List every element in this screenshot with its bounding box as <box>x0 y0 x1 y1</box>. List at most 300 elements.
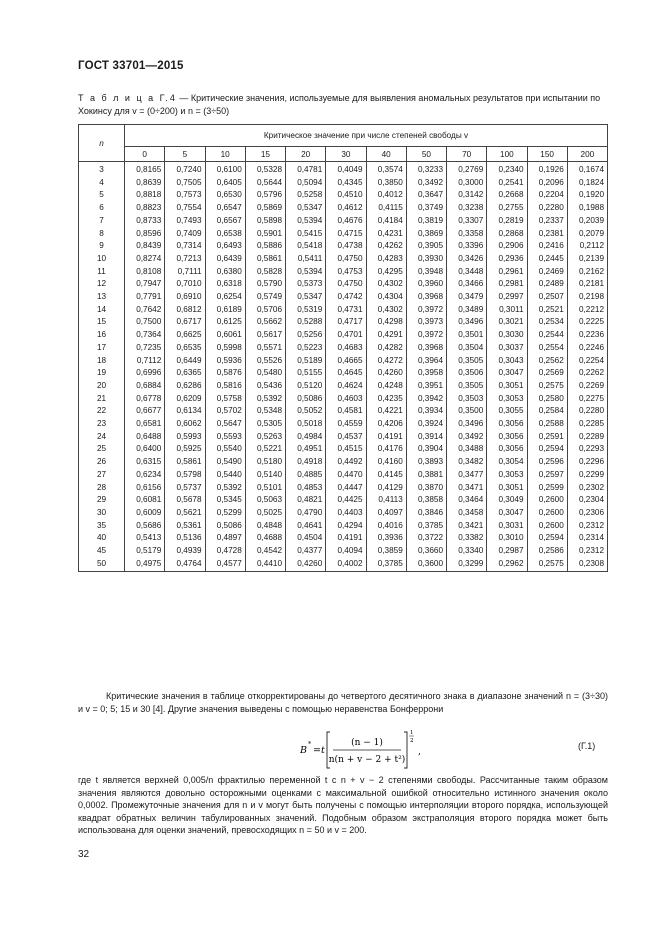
table-cell: 0,5686 <box>125 520 165 533</box>
table-cell: 0,5288 <box>286 316 326 329</box>
v-column-header: 15 <box>245 147 285 162</box>
table-cell: 0,2302 <box>567 482 607 495</box>
table-row <box>79 215 608 228</box>
table-row <box>79 380 608 393</box>
table-cell: 0,4447 <box>326 482 366 495</box>
table-cell: 0,7493 <box>165 215 205 228</box>
table-cell: 0,5901 <box>245 228 285 241</box>
table-cell: 0,4425 <box>326 494 366 507</box>
paragraph-bonferroni: Критические значения в таблице откорректированы до четвертого десятичного знака в диапазоне значений n = (3÷30) и v = 0; 5; 15 и 30 [4]. Другие значения выведены с помощью неравенства Бонферрони <box>78 691 608 714</box>
table-cell: 0,2936 <box>487 253 527 266</box>
table-cell: 0,5869 <box>245 202 285 215</box>
v-column-header: 100 <box>487 147 527 162</box>
table-row <box>79 456 608 469</box>
table-row <box>79 367 608 380</box>
table-cell: 0,3501 <box>447 329 487 342</box>
table-cell: 0,5418 <box>286 240 326 253</box>
table-row <box>79 393 608 406</box>
table-cell: 0,4750 <box>326 253 366 266</box>
table-cell: 0,3905 <box>406 240 446 253</box>
table-cell: 0,2961 <box>487 266 527 279</box>
table-cell: 0,4184 <box>366 215 406 228</box>
table-cell: 0,5392 <box>245 393 285 406</box>
row-n-value: 6 <box>79 202 125 215</box>
table-cell: 0,3051 <box>487 380 527 393</box>
table-cell: 0,6567 <box>205 215 245 228</box>
table-cell: 0,3340 <box>447 545 487 558</box>
row-n-value: 24 <box>79 431 125 444</box>
table-cell: 0,4295 <box>366 266 406 279</box>
table-cell: 0,8108 <box>125 266 165 279</box>
table-cell: 0,3869 <box>406 228 446 241</box>
table-cell: 0,4645 <box>326 367 366 380</box>
table-cell: 0,5798 <box>165 469 205 482</box>
table-cell: 0,2340 <box>487 162 527 177</box>
table-row <box>79 469 608 482</box>
table-cell: 0,6134 <box>165 405 205 418</box>
table-cell: 0,5180 <box>245 456 285 469</box>
table-cell: 0,3968 <box>406 291 446 304</box>
formula-numerator: (n − 1) <box>351 738 383 748</box>
table-cell: 0,4559 <box>326 418 366 431</box>
table-cell: 0,3049 <box>487 494 527 507</box>
row-n-value: 20 <box>79 380 125 393</box>
table-cell: 0,3505 <box>447 355 487 368</box>
row-n-value: 15 <box>79 316 125 329</box>
table-cell: 0,4701 <box>326 329 366 342</box>
table-cell: 0,4542 <box>245 545 285 558</box>
table-cell: 0,5328 <box>245 162 285 177</box>
table-cell: 0,4291 <box>366 329 406 342</box>
table-cell: 0,2096 <box>527 177 567 190</box>
table-cell: 0,5861 <box>165 456 205 469</box>
table-cell: 0,4191 <box>326 532 366 545</box>
table-cell: 0,4403 <box>326 507 366 520</box>
table-cell: 0,2668 <box>487 189 527 202</box>
table-cell: 0,8639 <box>125 177 165 190</box>
table-cell: 0,3382 <box>447 532 487 545</box>
table-cell: 0,5593 <box>205 431 245 444</box>
table-cell: 0,5347 <box>286 291 326 304</box>
table-row <box>79 355 608 368</box>
table-cell: 0,4016 <box>366 520 406 533</box>
table-cell: 0,3466 <box>447 278 487 291</box>
table-cell: 0,7505 <box>165 177 205 190</box>
table-cell: 0,2304 <box>567 494 607 507</box>
table-cell: 0,3011 <box>487 304 527 317</box>
table-cell: 0,3858 <box>406 494 446 507</box>
table-cell: 0,2246 <box>567 342 607 355</box>
table-cell: 0,4294 <box>326 520 366 533</box>
table-cell: 0,2906 <box>487 240 527 253</box>
table-cell: 0,6625 <box>165 329 205 342</box>
table-row <box>79 278 608 291</box>
table-cell: 0,2308 <box>567 558 607 571</box>
v-column-header: 30 <box>326 147 366 162</box>
table-cell: 0,4113 <box>366 494 406 507</box>
table-cell: 0,2586 <box>527 545 567 558</box>
table-cell: 0,4145 <box>366 469 406 482</box>
table-cell: 0,7240 <box>165 162 205 177</box>
table-cell: 0,8823 <box>125 202 165 215</box>
table-cell: 0,5052 <box>286 405 326 418</box>
table-cell: 0,4504 <box>286 532 326 545</box>
table-cell: 0,3948 <box>406 266 446 279</box>
formula-star: * <box>308 740 312 748</box>
table-cell: 0,6380 <box>205 266 245 279</box>
table-cell: 0,2599 <box>527 482 567 495</box>
table-cell: 0,3785 <box>406 520 446 533</box>
table-cell: 0,5189 <box>286 355 326 368</box>
table-cell: 0,2541 <box>487 177 527 190</box>
table-cell: 0,2112 <box>567 240 607 253</box>
table-cell: 0,2489 <box>527 278 567 291</box>
table-cell: 0,3037 <box>487 342 527 355</box>
table-cell: 0,3492 <box>406 177 446 190</box>
table-cell: 0,4918 <box>286 456 326 469</box>
table-cell: 0,4897 <box>205 532 245 545</box>
table-cell: 0,3600 <box>406 558 446 571</box>
table-row <box>79 177 608 190</box>
table-body <box>79 162 608 572</box>
table-cell: 0,7791 <box>125 291 165 304</box>
table-cell: 0,3968 <box>406 342 446 355</box>
table-cell: 0,4939 <box>165 545 205 558</box>
table-cell: 0,6125 <box>205 316 245 329</box>
table-cell: 0,3396 <box>447 240 487 253</box>
table-cell: 0,4665 <box>326 355 366 368</box>
table-row <box>79 443 608 456</box>
table-cell: 0,2987 <box>487 545 527 558</box>
table-cell: 0,2584 <box>527 405 567 418</box>
table-cell: 0,5373 <box>286 278 326 291</box>
table-cell: 0,3503 <box>447 393 487 406</box>
table-cell: 0,3496 <box>447 418 487 431</box>
table-cell: 0,8818 <box>125 189 165 202</box>
table-cell: 0,2596 <box>527 456 567 469</box>
table-cell: 0,4302 <box>366 278 406 291</box>
table-cell: 0,2312 <box>567 545 607 558</box>
v-column-header: 10 <box>205 147 245 162</box>
n-column-header: n <box>79 125 125 162</box>
table-cell: 0,6400 <box>125 443 165 456</box>
table-cell: 0,2554 <box>527 342 567 355</box>
table-cell: 0,3504 <box>447 342 487 355</box>
table-cell: 0,3958 <box>406 367 446 380</box>
table-cell: 0,4049 <box>326 162 366 177</box>
table-cell: 0,3972 <box>406 329 446 342</box>
table-cell: 0,6081 <box>125 494 165 507</box>
row-n-value: 35 <box>79 520 125 533</box>
formula-denominator: n(n + v − 2 + t²) <box>328 755 406 765</box>
table-cell: 0,4764 <box>165 558 205 571</box>
table-cell: 0,2588 <box>527 418 567 431</box>
table-cell: 0,3964 <box>406 355 446 368</box>
table-row <box>79 431 608 444</box>
table-cell: 0,4298 <box>366 316 406 329</box>
paragraph-explanation: где t является верхней 0,005/n фрактилью переменной t с n + v − 2 степенями свободы. Рассчитанные таким образом значения являются довольно осторожными оценками с максимальной ошибкой относительно истинного значения около 0,0002. Промежуточные значения для n и v могут быть получены с помощью интерполяции второго порядка, использующей квадрат обратных величин табулированных значений. Подобным образом экстраполяция второго порядка может быть использована для оценки значений, превосходящих n = 50 и v = 200. <box>78 775 608 835</box>
table-cell: 0,5155 <box>286 367 326 380</box>
table-cell: 0,2600 <box>527 520 567 533</box>
table-cell: 0,3031 <box>487 520 527 533</box>
table-cell: 0,2769 <box>447 162 487 177</box>
table-cell: 0,8439 <box>125 240 165 253</box>
exponent-denominator: 2 <box>410 738 414 744</box>
table-cell: 0,6493 <box>205 240 245 253</box>
table-cell: 0,4975 <box>125 558 165 571</box>
v-column-headers <box>79 147 608 162</box>
table-cell: 0,4641 <box>286 520 326 533</box>
table-cell: 0,5063 <box>245 494 285 507</box>
table-cell: 0,6209 <box>165 393 205 406</box>
row-n-value: 10 <box>79 253 125 266</box>
table-cell: 0,6100 <box>205 162 245 177</box>
table-cell: 0,5617 <box>245 329 285 342</box>
table-cell: 0,3819 <box>406 215 446 228</box>
table-cell: 0,7364 <box>125 329 165 342</box>
table-cell: 0,6530 <box>205 189 245 202</box>
table-cell: 0,5018 <box>286 418 326 431</box>
table-cell: 0,2997 <box>487 291 527 304</box>
table-cell: 0,4853 <box>286 482 326 495</box>
table-cell: 0,3056 <box>487 443 527 456</box>
table-cell: 0,2544 <box>527 329 567 342</box>
table-cell: 0,4510 <box>326 189 366 202</box>
table-cell: 0,3500 <box>447 405 487 418</box>
table-cell: 0,4377 <box>286 545 326 558</box>
row-n-value: 50 <box>79 558 125 571</box>
table-cell: 0,5621 <box>165 507 205 520</box>
table-cell: 0,2285 <box>567 418 607 431</box>
table-cell: 0,5490 <box>205 456 245 469</box>
table-cell: 0,3914 <box>406 431 446 444</box>
table-cell: 0,5394 <box>286 215 326 228</box>
table-cell: 0,5678 <box>165 494 205 507</box>
table-cell: 0,4260 <box>366 367 406 380</box>
table-cell: 0,3506 <box>447 367 487 380</box>
table-cell: 0,3972 <box>406 304 446 317</box>
table-cell: 0,4206 <box>366 418 406 431</box>
table-cell: 0,2600 <box>527 494 567 507</box>
table-cell: 0,2337 <box>527 215 567 228</box>
table-cell: 0,5702 <box>205 405 245 418</box>
table-cell: 0,3846 <box>406 507 446 520</box>
table-cell: 0,5025 <box>245 507 285 520</box>
table-cell: 0,5440 <box>205 469 245 482</box>
table-cell: 0,2314 <box>567 532 607 545</box>
formula-t: t <box>321 745 325 756</box>
table-cell: 0,5319 <box>286 304 326 317</box>
table-cell: 0,4283 <box>366 253 406 266</box>
table-cell: 0,3000 <box>447 177 487 190</box>
table-cell: 0,1926 <box>527 162 567 177</box>
table-cell: 0,7642 <box>125 304 165 317</box>
table-cell: 0,5526 <box>245 355 285 368</box>
table-cell: 0,3859 <box>366 545 406 558</box>
table-cell: 0,4410 <box>245 558 285 571</box>
table-cell: 0,3448 <box>447 266 487 279</box>
table-row <box>79 418 608 431</box>
table-cell: 0,4688 <box>245 532 285 545</box>
table-cell: 0,2312 <box>567 520 607 533</box>
table-cell: 0,1920 <box>567 189 607 202</box>
row-n-value: 30 <box>79 507 125 520</box>
table-cell: 0,3142 <box>447 189 487 202</box>
table-cell: 0,2507 <box>527 291 567 304</box>
table-cell: 0,1988 <box>567 202 607 215</box>
table-row <box>79 494 608 507</box>
table-cell: 0,3479 <box>447 291 487 304</box>
table-cell: 0,6449 <box>165 355 205 368</box>
table-cell: 0,3055 <box>487 405 527 418</box>
table-cell: 0,3053 <box>487 469 527 482</box>
table-row <box>79 304 608 317</box>
table-cell: 0,5086 <box>205 520 245 533</box>
table-row <box>79 558 608 571</box>
table-cell: 0,2600 <box>527 507 567 520</box>
table-cell: 0,2416 <box>527 240 567 253</box>
table-cell: 0,2381 <box>527 228 567 241</box>
table-cell: 0,5415 <box>286 228 326 241</box>
table-cell: 0,2469 <box>527 266 567 279</box>
table-cell: 0,3307 <box>447 215 487 228</box>
table-cell: 0,5790 <box>245 278 285 291</box>
table-cell: 0,6156 <box>125 482 165 495</box>
table-cell: 0,5936 <box>205 355 245 368</box>
table-cell: 0,2575 <box>527 380 567 393</box>
table-cell: 0,3464 <box>447 494 487 507</box>
table-cell: 0,3471 <box>447 482 487 495</box>
table-cell: 0,2562 <box>527 355 567 368</box>
table-cell: 0,6581 <box>125 418 165 431</box>
table-cell: 0,2594 <box>527 443 567 456</box>
table-cell: 0,3358 <box>447 228 487 241</box>
table-row <box>79 253 608 266</box>
table-cell: 0,4160 <box>366 456 406 469</box>
table-cell: 0,4221 <box>366 405 406 418</box>
table-cell: 0,3893 <box>406 456 446 469</box>
table-cell: 0,5662 <box>245 316 285 329</box>
table-cell: 0,4002 <box>326 558 366 571</box>
table-cell: 0,5644 <box>245 177 285 190</box>
table-cell: 0,2212 <box>567 304 607 317</box>
table-cell: 0,3749 <box>406 202 446 215</box>
row-n-value: 5 <box>79 189 125 202</box>
table-cell: 0,4728 <box>205 545 245 558</box>
table-cell: 0,4781 <box>286 162 326 177</box>
table-cell: 0,4790 <box>286 507 326 520</box>
table-row <box>79 545 608 558</box>
table-cell: 0,5101 <box>245 482 285 495</box>
table-cell: 0,5179 <box>125 545 165 558</box>
table-cell: 0,5413 <box>125 532 165 545</box>
table-cell: 0,2079 <box>567 228 607 241</box>
table-cell: 0,4612 <box>326 202 366 215</box>
table-cell: 0,5120 <box>286 380 326 393</box>
table-cell: 0,6234 <box>125 469 165 482</box>
table-cell: 0,5436 <box>245 380 285 393</box>
table-cell: 0,2280 <box>527 202 567 215</box>
row-n-value: 3 <box>79 162 125 177</box>
table-cell: 0,5263 <box>245 431 285 444</box>
table-cell: 0,4753 <box>326 266 366 279</box>
table-cell: 0,3647 <box>406 189 446 202</box>
table-cell: 0,5136 <box>165 532 205 545</box>
table-cell: 0,3458 <box>447 507 487 520</box>
row-n-value: 45 <box>79 545 125 558</box>
table-cell: 0,1824 <box>567 177 607 190</box>
table-cell: 0,3492 <box>447 431 487 444</box>
table-cell: 0,4262 <box>366 240 406 253</box>
table-cell: 0,4345 <box>326 177 366 190</box>
table-cell: 0,2269 <box>567 380 607 393</box>
table-cell: 0,3574 <box>366 162 406 177</box>
table-cell: 0,2299 <box>567 469 607 482</box>
table-cell: 0,7235 <box>125 342 165 355</box>
row-n-value: 21 <box>79 393 125 406</box>
table-cell: 0,3960 <box>406 278 446 291</box>
table-cell: 0,5861 <box>245 253 285 266</box>
table-cell: 0,7111 <box>165 266 205 279</box>
table-cell: 0,2254 <box>567 355 607 368</box>
table-cell: 0,5737 <box>165 482 205 495</box>
v-column-header: 50 <box>406 147 446 162</box>
table-cell: 0,8733 <box>125 215 165 228</box>
table-cell: 0,6547 <box>205 202 245 215</box>
table-cell: 0,2181 <box>567 278 607 291</box>
table-cell: 0,5749 <box>245 291 285 304</box>
row-n-value: 4 <box>79 177 125 190</box>
table-cell: 0,3021 <box>487 316 527 329</box>
table-cell: 0,6286 <box>165 380 205 393</box>
table-cell: 0,4231 <box>366 228 406 241</box>
table-cell: 0,3482 <box>447 456 487 469</box>
table-cell: 0,2981 <box>487 278 527 291</box>
row-n-value: 8 <box>79 228 125 241</box>
row-n-value: 18 <box>79 355 125 368</box>
table-cell: 0,2569 <box>527 367 567 380</box>
table-cell: 0,6405 <box>205 177 245 190</box>
table-cell: 0,5258 <box>286 189 326 202</box>
table-cell: 0,2580 <box>527 393 567 406</box>
table-cell: 0,5816 <box>205 380 245 393</box>
table-cell: 0,4097 <box>366 507 406 520</box>
table-cell: 0,4717 <box>326 316 366 329</box>
critical-values-table <box>78 124 608 572</box>
table-cell: 0,5828 <box>245 266 285 279</box>
table-row <box>79 266 608 279</box>
table-cell: 0,4129 <box>366 482 406 495</box>
formula-graphic <box>300 728 430 770</box>
table-row <box>79 162 608 177</box>
table-cell: 0,4492 <box>326 456 366 469</box>
table-cell: 0,3054 <box>487 456 527 469</box>
table-cell: 0,2280 <box>567 405 607 418</box>
table-cell: 0,3043 <box>487 355 527 368</box>
table-cell: 0,5998 <box>205 342 245 355</box>
row-n-value: 7 <box>79 215 125 228</box>
table-caption-text: — Критические значения, используемые для выявления аномальных результатов при испытании по Хокинсу для v = (0÷200) и n = (3÷50) <box>78 93 601 116</box>
table-row <box>79 189 608 202</box>
table-cell: 0,3904 <box>406 443 446 456</box>
table-cell: 0,6717 <box>165 316 205 329</box>
table-cell: 0,5345 <box>205 494 245 507</box>
table-cell: 0,5898 <box>245 215 285 228</box>
table-cell: 0,3051 <box>487 482 527 495</box>
formula-eq: = <box>313 745 321 756</box>
table-cell: 0,3934 <box>406 405 446 418</box>
table-cell: 0,6439 <box>205 253 245 266</box>
